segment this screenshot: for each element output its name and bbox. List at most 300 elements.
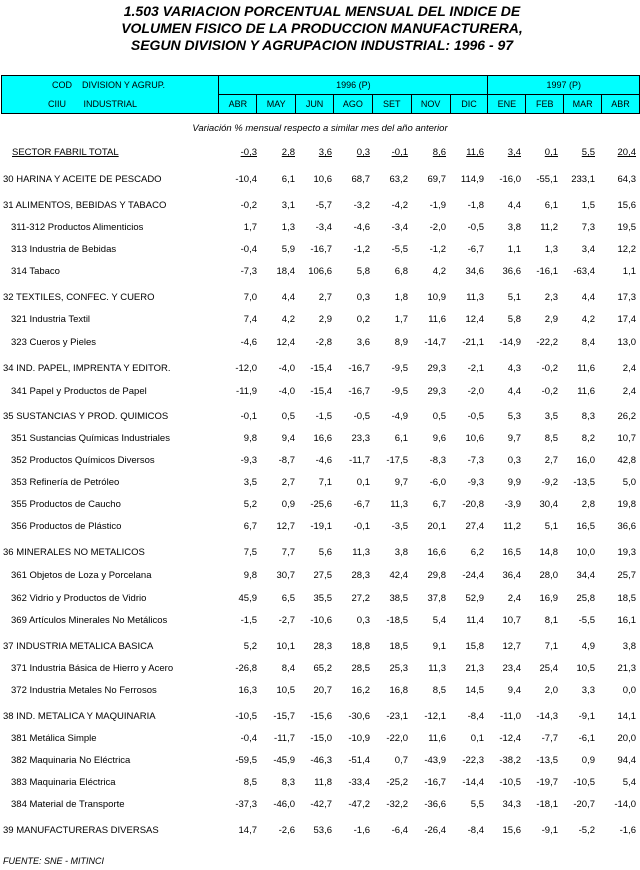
row-label: 311-312 Productos Alimenticios [11, 222, 144, 233]
cell-value: 68,7 [351, 174, 370, 185]
cell-value: 5,4 [622, 777, 636, 788]
cell-value: -8,4 [467, 711, 484, 722]
cell-value: -0,2 [541, 363, 558, 374]
cell-value: 8,5 [432, 685, 446, 696]
cell-value: 6,8 [394, 266, 408, 277]
row-label: 30 HARINA Y ACEITE DE PESCADO [3, 174, 162, 185]
cell-value: 0,1 [544, 147, 558, 158]
table-row [0, 570, 640, 584]
cell-value: -0,4 [240, 733, 257, 744]
cell-value: 12,4 [276, 337, 295, 348]
cell-value: 7,5 [243, 547, 257, 558]
cell-value: -10,5 [573, 777, 595, 788]
cell-value: -11,7 [274, 733, 295, 744]
cell-value: 5,4 [432, 615, 446, 626]
cell-value: 16,3 [238, 685, 257, 696]
cell-value: 7,4 [243, 314, 257, 325]
cell-value: -47,2 [348, 799, 370, 810]
header-year-1996: 1996 (P) [219, 76, 488, 95]
cell-value: 4,4 [507, 200, 521, 211]
table-row [0, 314, 640, 328]
cell-value: -15,6 [310, 711, 332, 722]
cell-value: -12,4 [499, 733, 521, 744]
row-label: 314 Tabaco [11, 266, 60, 277]
cell-value: 10,0 [576, 547, 595, 558]
cell-value: 63,2 [389, 174, 408, 185]
cell-value: -0,1 [240, 411, 257, 422]
cell-value: 17,4 [617, 314, 636, 325]
header-month-2: JUN [296, 95, 334, 114]
cell-value: 14,1 [617, 711, 636, 722]
table-row [0, 521, 640, 535]
cell-value: -36,6 [424, 799, 446, 810]
cell-value: 11,2 [540, 222, 558, 233]
cell-value: 20,7 [313, 685, 332, 696]
cell-value: 5,3 [507, 411, 521, 422]
cell-value: 5,5 [470, 799, 484, 810]
cell-value: -9,3 [467, 477, 484, 488]
cell-value: 30,4 [539, 499, 558, 510]
cell-value: 15,6 [502, 825, 521, 836]
cell-value: -8,3 [429, 455, 446, 466]
header-year-1997: 1997 (P) [488, 76, 640, 95]
cell-value: -3,5 [391, 521, 408, 532]
cell-value: 114,9 [460, 174, 484, 185]
table-row [0, 337, 640, 351]
cell-value: 5,0 [622, 477, 636, 488]
cell-value: 25,7 [617, 570, 636, 581]
cell-value: -2,0 [467, 386, 484, 397]
cell-value: -3,4 [315, 222, 332, 233]
cell-value: 1,3 [281, 222, 295, 233]
header-month-3: AGO [334, 95, 373, 114]
header-division: DIVISION Y AGRUP. [82, 80, 166, 91]
cell-value: 9,4 [507, 685, 521, 696]
cell-value: 0,2 [356, 314, 370, 325]
cell-value: 4,2 [281, 314, 295, 325]
cell-value: 11,2 [503, 521, 521, 532]
cell-value: 18,8 [351, 641, 370, 652]
cell-value: -1,6 [619, 825, 636, 836]
row-label: 313 Industria de Bebidas [11, 244, 117, 255]
cell-value: -13,5 [573, 477, 595, 488]
cell-value: 14,8 [539, 547, 558, 558]
row-label: 361 Objetos de Loza y Porcelana [11, 570, 152, 581]
table-row [0, 593, 640, 607]
row-label: 382 Maquinaria No Eléctrica [11, 755, 131, 766]
cell-value: -14,4 [462, 777, 484, 788]
cell-value: 27,4 [465, 521, 484, 532]
cell-value: 0,3 [356, 147, 370, 158]
cell-value: 45,9 [238, 593, 257, 604]
cell-value: 8,2 [581, 433, 595, 444]
cell-value: -4,6 [353, 222, 370, 233]
cell-value: 2,8 [581, 499, 595, 510]
cell-value: 5,1 [544, 521, 558, 532]
cell-value: 4,4 [581, 292, 595, 303]
cell-value: 42,4 [389, 570, 408, 581]
cell-value: -21,1 [462, 337, 484, 348]
cell-value: 3,4 [507, 147, 521, 158]
cell-value: 1,1 [507, 244, 521, 255]
row-label: 372 Industria Metales No Ferrosos [11, 685, 157, 696]
cell-value: -12,0 [235, 363, 257, 374]
cell-value: 2,0 [544, 685, 558, 696]
cell-value: -1,5 [240, 615, 257, 626]
table-row [0, 147, 640, 161]
cell-value: 0,1 [470, 733, 484, 744]
row-label: 36 MINERALES NO METALICOS [3, 547, 145, 558]
cell-value: -9,1 [541, 825, 558, 836]
cell-value: -2,8 [315, 337, 332, 348]
header-ciiu-industrial [2, 95, 219, 114]
table-row [0, 433, 640, 447]
row-label: 34 IND. PAPEL, IMPRENTA Y EDITOR. [3, 363, 171, 374]
cell-value: 25,4 [539, 663, 558, 674]
cell-value: 233,1 [571, 174, 595, 185]
cell-value: 12,2 [617, 244, 636, 255]
cell-value: 18,5 [389, 641, 408, 652]
source-note: FUENTE: SNE - MITINCI [3, 856, 104, 866]
cell-value: 10,7 [617, 433, 636, 444]
cell-value: 0,3 [356, 292, 370, 303]
table-row [0, 266, 640, 280]
cell-value: -6,0 [429, 477, 446, 488]
cell-value: 4,4 [507, 386, 521, 397]
cell-value: 28,5 [351, 663, 370, 674]
cell-value: -46,0 [273, 799, 295, 810]
cell-value: -9,3 [240, 455, 257, 466]
cell-value: 25,8 [576, 593, 595, 604]
cell-value: -59,5 [235, 755, 257, 766]
cell-value: -9,5 [391, 363, 408, 374]
cell-value: 3,6 [356, 337, 370, 348]
cell-value: 7,0 [243, 292, 257, 303]
cell-value: 5,8 [356, 266, 370, 277]
cell-value: 1,3 [544, 244, 558, 255]
cell-value: -16,7 [348, 386, 370, 397]
cell-value: 3,5 [243, 477, 257, 488]
cell-value: 6,1 [544, 200, 558, 211]
cell-value: -16,7 [424, 777, 446, 788]
cell-value: 9,6 [432, 433, 446, 444]
cell-value: 5,5 [581, 147, 595, 158]
cell-value: 16,9 [539, 593, 558, 604]
cell-value: 5,2 [243, 499, 257, 510]
cell-value: -19,7 [536, 777, 558, 788]
cell-value: 0,1 [356, 477, 370, 488]
title-line-2: VOLUMEN FISICO DE LA PRODUCCION MANUFACTURERA, [121, 20, 523, 36]
cell-value: 6,1 [281, 174, 295, 185]
cell-value: 4,3 [507, 363, 521, 374]
cell-value: 16,6 [427, 547, 446, 558]
cell-value: 5,8 [507, 314, 521, 325]
cell-value: 25,3 [389, 663, 408, 674]
cell-value: 2,7 [544, 455, 558, 466]
cell-value: 29,8 [427, 570, 446, 581]
cell-value: 10,1 [276, 641, 295, 652]
title-line-1: 1.503 VARIACION PORCENTUAL MENSUAL DEL INDICE DE [123, 3, 521, 19]
cell-value: 16,6 [313, 433, 332, 444]
cell-value: -0,5 [467, 222, 484, 233]
cell-value: 10,5 [576, 663, 595, 674]
cell-value: 64,3 [617, 174, 636, 185]
cell-value: -6,4 [391, 825, 408, 836]
cell-value: 34,3 [502, 799, 521, 810]
cell-value: 11,8 [314, 777, 332, 788]
cell-value: 18,4 [276, 266, 295, 277]
cell-value: -2,1 [467, 363, 484, 374]
cell-value: -32,2 [386, 799, 408, 810]
cell-value: 23,4 [502, 663, 521, 674]
cell-value: 6,7 [243, 521, 257, 532]
cell-value: 0,0 [622, 685, 636, 696]
cell-value: 7,3 [581, 222, 595, 233]
cell-value: 9,9 [507, 477, 521, 488]
cell-value: -33,4 [348, 777, 370, 788]
cell-value: 16,5 [502, 547, 521, 558]
row-label: 321 Industria Textil [11, 314, 91, 325]
table-row [0, 663, 640, 677]
cell-value: 20,0 [617, 733, 636, 744]
cell-value: -11,0 [500, 711, 521, 722]
cell-value: 12,7 [276, 521, 295, 532]
cell-value: -4,0 [278, 386, 295, 397]
cell-value: -1,2 [353, 244, 370, 255]
cell-value: -45,9 [273, 755, 295, 766]
cell-value: 4,2 [581, 314, 595, 325]
cell-value: 36,6 [502, 266, 521, 277]
cell-value: 9,7 [394, 477, 408, 488]
cell-value: 1,8 [394, 292, 408, 303]
row-label: 37 INDUSTRIA METALICA BASICA [3, 641, 154, 652]
table-row [0, 641, 640, 655]
cell-value: 20,1 [427, 521, 446, 532]
cell-value: -15,0 [310, 733, 332, 744]
row-label: 371 Industria Básica de Hierro y Acero [11, 663, 174, 674]
cell-value: 9,1 [432, 641, 446, 652]
cell-value: 9,7 [507, 433, 521, 444]
cell-value: -43,9 [424, 755, 446, 766]
table-header [1, 75, 640, 114]
cell-value: -1,2 [429, 244, 446, 255]
row-label: 31 ALIMENTOS, BEBIDAS Y TABACO [3, 200, 167, 211]
cell-value: -51,4 [348, 755, 370, 766]
table-row [0, 825, 640, 839]
cell-value: -5,5 [391, 244, 408, 255]
row-label: 353 Refinería de Petróleo [11, 477, 120, 488]
cell-value: -4,6 [240, 337, 257, 348]
cell-value: -3,9 [504, 499, 521, 510]
cell-value: -6,1 [578, 733, 595, 744]
cell-value: 0,9 [281, 499, 295, 510]
cell-value: 11,3 [352, 547, 370, 558]
cell-value: 65,2 [313, 663, 332, 674]
cell-value: 10,5 [276, 685, 295, 696]
cell-value: -0,4 [240, 244, 257, 255]
cell-value: 26,2 [617, 411, 636, 422]
table-row [0, 499, 640, 513]
table-row [0, 477, 640, 491]
cell-value: 17,3 [617, 292, 636, 303]
table-row [0, 386, 640, 400]
cell-value: -16,1 [536, 266, 558, 277]
cell-value: 10,7 [502, 615, 521, 626]
cell-value: -1,8 [467, 200, 484, 211]
cell-value: 6,2 [470, 547, 484, 558]
cell-value: -30,6 [348, 711, 370, 722]
cell-value: -23,1 [386, 711, 408, 722]
cell-value: -1,5 [315, 411, 332, 422]
cell-value: 14,7 [238, 825, 257, 836]
row-label: 352 Productos Químicos Diversos [11, 455, 155, 466]
cell-value: 2,7 [281, 477, 295, 488]
cell-value: 36,6 [617, 521, 636, 532]
cell-value: 34,6 [465, 266, 484, 277]
cell-value: 8,1 [544, 615, 558, 626]
cell-value: -7,3 [240, 266, 257, 277]
header-month-0: ABR [219, 95, 257, 114]
cell-value: 6,5 [281, 593, 295, 604]
table-row [0, 363, 640, 377]
table-note: Variación % mensual respecto a similar mes del año anterior [192, 123, 448, 134]
cell-value: 9,8 [243, 433, 257, 444]
cell-value: -6,7 [467, 244, 484, 255]
cell-value: 10,9 [427, 292, 446, 303]
cell-value: -18,1 [536, 799, 558, 810]
cell-value: -15,7 [273, 711, 295, 722]
cell-value: -37,3 [235, 799, 257, 810]
cell-value: -22,2 [536, 337, 558, 348]
cell-value: -16,7 [348, 363, 370, 374]
cell-value: -3,2 [353, 200, 370, 211]
cell-value: 35,5 [313, 593, 332, 604]
cell-value: -10,6 [310, 615, 332, 626]
cell-value: -12,1 [424, 711, 446, 722]
row-label: 323 Cueros y Pieles [11, 337, 97, 348]
cell-value: -4,0 [278, 363, 295, 374]
cell-value: 16,8 [389, 685, 408, 696]
cell-value: 8,4 [581, 337, 595, 348]
table-row [0, 200, 640, 214]
cell-value: 2,7 [318, 292, 332, 303]
cell-value: -18,5 [386, 615, 408, 626]
cell-value: -4,2 [391, 200, 408, 211]
cell-value: -16,0 [499, 174, 521, 185]
cell-value: 28,0 [539, 570, 558, 581]
cell-value: -15,4 [310, 386, 332, 397]
row-label: 383 Maquinaria Eléctrica [11, 777, 116, 788]
cell-value: 11,3 [466, 292, 484, 303]
cell-value: 12,4 [465, 314, 484, 325]
table-row [0, 292, 640, 306]
cell-value: 8,4 [281, 663, 295, 674]
cell-value: 2,8 [281, 147, 295, 158]
table-row [0, 685, 640, 699]
cell-value: -38,2 [499, 755, 521, 766]
cell-value: -4,9 [391, 411, 408, 422]
row-label: 384 Material de Transporte [11, 799, 125, 810]
cell-value: 5,6 [318, 547, 332, 558]
cell-value: -6,7 [353, 499, 370, 510]
cell-value: 8,3 [581, 411, 595, 422]
cell-value: -10,4 [235, 174, 257, 185]
cell-value: -10,5 [499, 777, 521, 788]
cell-value: 4,9 [581, 641, 595, 652]
cell-value: 8,5 [243, 777, 257, 788]
cell-value: 7,1 [318, 477, 332, 488]
cell-value: 12,7 [502, 641, 521, 652]
cell-value: 21,3 [465, 663, 484, 674]
cell-value: 5,9 [281, 244, 295, 255]
header-month-7: ENE [488, 95, 526, 114]
cell-value: 11,4 [466, 615, 484, 626]
cell-value: 11,6 [466, 147, 484, 158]
cell-value: -2,6 [278, 825, 295, 836]
cell-value: 1,5 [581, 200, 595, 211]
cell-value: 3,8 [507, 222, 521, 233]
cell-value: 7,1 [544, 641, 558, 652]
cell-value: 4,4 [281, 292, 295, 303]
table-row [0, 755, 640, 769]
row-label: 369 Artículos Minerales No Metálicos [11, 615, 168, 626]
cell-value: 9,4 [281, 433, 295, 444]
cell-value: 0,7 [394, 755, 408, 766]
cell-value: -0,2 [240, 200, 257, 211]
cell-value: 53,6 [313, 825, 332, 836]
cell-value: 16,2 [351, 685, 370, 696]
cell-value: 94,4 [617, 755, 636, 766]
cell-value: 30,7 [276, 570, 295, 581]
cell-value: 3,6 [318, 147, 332, 158]
cell-value: 3,5 [544, 411, 558, 422]
cell-value: 7,7 [281, 547, 295, 558]
cell-value: 20,4 [617, 147, 636, 158]
cell-value: 11,6 [577, 363, 595, 374]
cell-value: 9,8 [243, 570, 257, 581]
header-month-9: MAR [564, 95, 602, 114]
cell-value: -5,5 [578, 615, 595, 626]
row-label: 341 Papel y Productos de Papel [11, 386, 147, 397]
header-month-8: FEB [526, 95, 564, 114]
cell-value: 8,6 [432, 147, 446, 158]
cell-value: 3,4 [581, 244, 595, 255]
cell-value: -14,0 [614, 799, 636, 810]
cell-value: -13,5 [536, 755, 558, 766]
table-row [0, 455, 640, 469]
cell-value: -2,0 [429, 222, 446, 233]
report-title [0, 3, 640, 54]
header-ciiu: CIIU [48, 98, 66, 109]
cell-value: -20,8 [462, 499, 484, 510]
cell-value: 42,8 [617, 455, 636, 466]
cell-value: 27,2 [351, 593, 370, 604]
cell-value: 10,6 [313, 174, 332, 185]
cell-value: 1,7 [394, 314, 408, 325]
cell-value: -10,9 [348, 733, 370, 744]
cell-value: -7,7 [541, 733, 558, 744]
cell-value: 18,5 [617, 593, 636, 604]
cell-value: -8,4 [467, 825, 484, 836]
table-row [0, 615, 640, 629]
cell-value: 8,9 [394, 337, 408, 348]
cell-value: 8,5 [544, 433, 558, 444]
cell-value: 21,3 [617, 663, 636, 674]
header-months-row [2, 95, 640, 114]
cell-value: -0,1 [353, 521, 370, 532]
cell-value: -1,6 [353, 825, 370, 836]
cell-value: 28,3 [313, 641, 332, 652]
